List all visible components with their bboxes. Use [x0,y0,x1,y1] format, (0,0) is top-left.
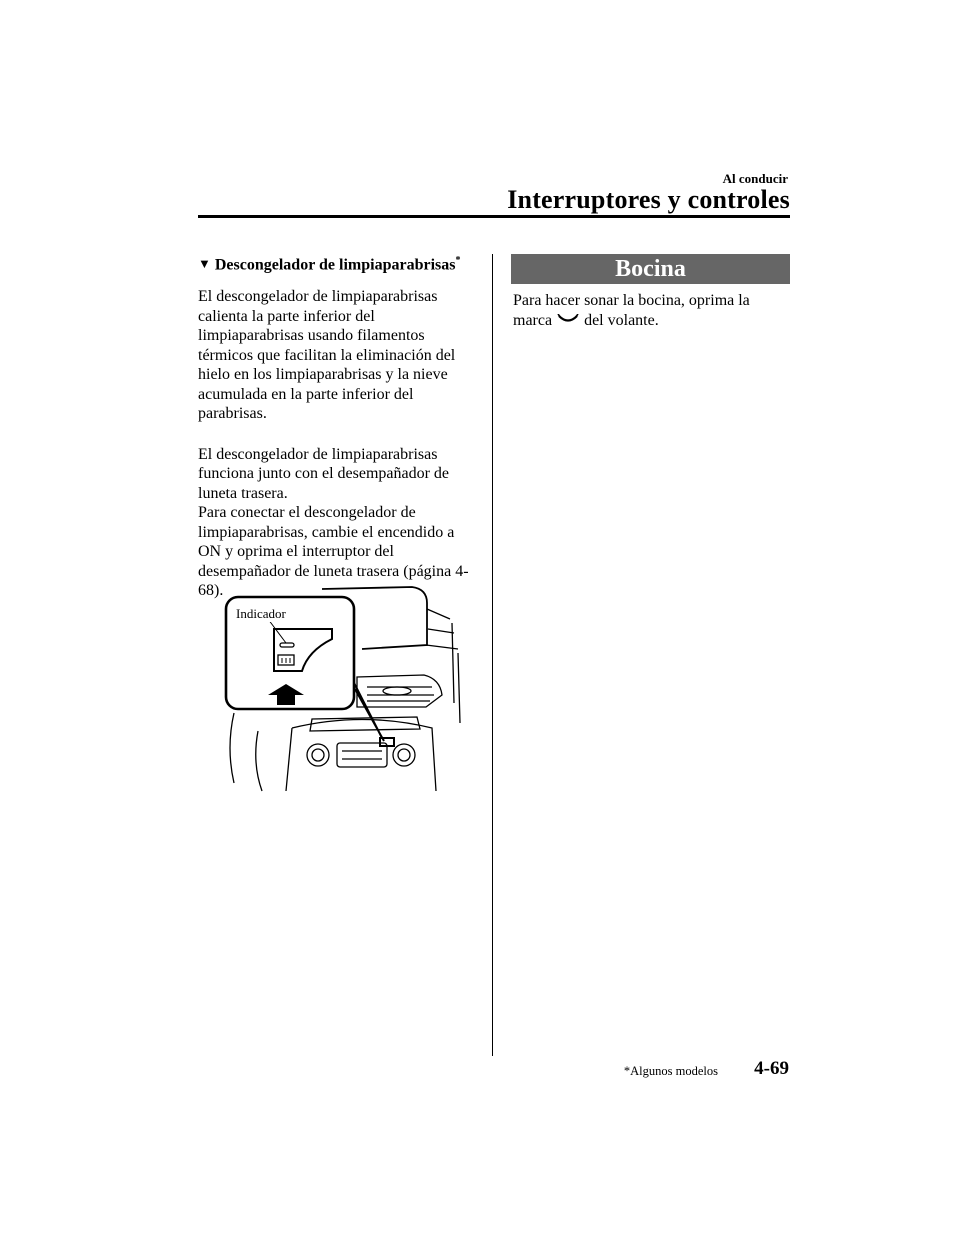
left-column [198,255,478,601]
subheading [198,255,478,274]
triangle-marker-icon: ▼ [198,256,211,272]
horn-paragraph [513,291,789,330]
right-column [513,291,789,330]
column-divider [492,254,493,1056]
horn-text-start: Para hacer sonar la bocina, oprima la marca [513,292,750,329]
defroster-illustration [222,583,462,793]
section-title: Interruptores y controles [507,185,790,214]
horn-text-end: del volante. [584,311,659,329]
header-rule [198,215,790,218]
footnote-text: *Algunos modelos [623,1064,718,1078]
paragraph-1: El descongelador de limpiaparabrisas calienta la parte inferior del limpiaparabrisas usando filamentos térmicos que facilitan la eliminación del hielo en los limpiaparabrisas y la nieve acumulada en la parte inferior del parabrisas. [198,288,456,423]
chapter-title: Al conducir [722,171,788,186]
footnote-marker: * [455,255,461,266]
indicator-label: Indicador [236,606,286,621]
paragraph-2b: Para conectar el descongelador de limpiaparabrisas, cambie el encendido a ON y oprima el interruptor del desempañador de luneta trasera (página 4-68). [198,504,469,600]
page-number: 4-69 [754,1058,789,1079]
paragraph-2a: El descongelador de limpiaparabrisas funciona junto con el desempañador de luneta trasera. [198,445,450,502]
horn-icon [557,314,579,326]
bocina-heading: Bocina [511,254,790,284]
subheading-text: Descongelador de limpiaparabrisas [214,256,456,274]
